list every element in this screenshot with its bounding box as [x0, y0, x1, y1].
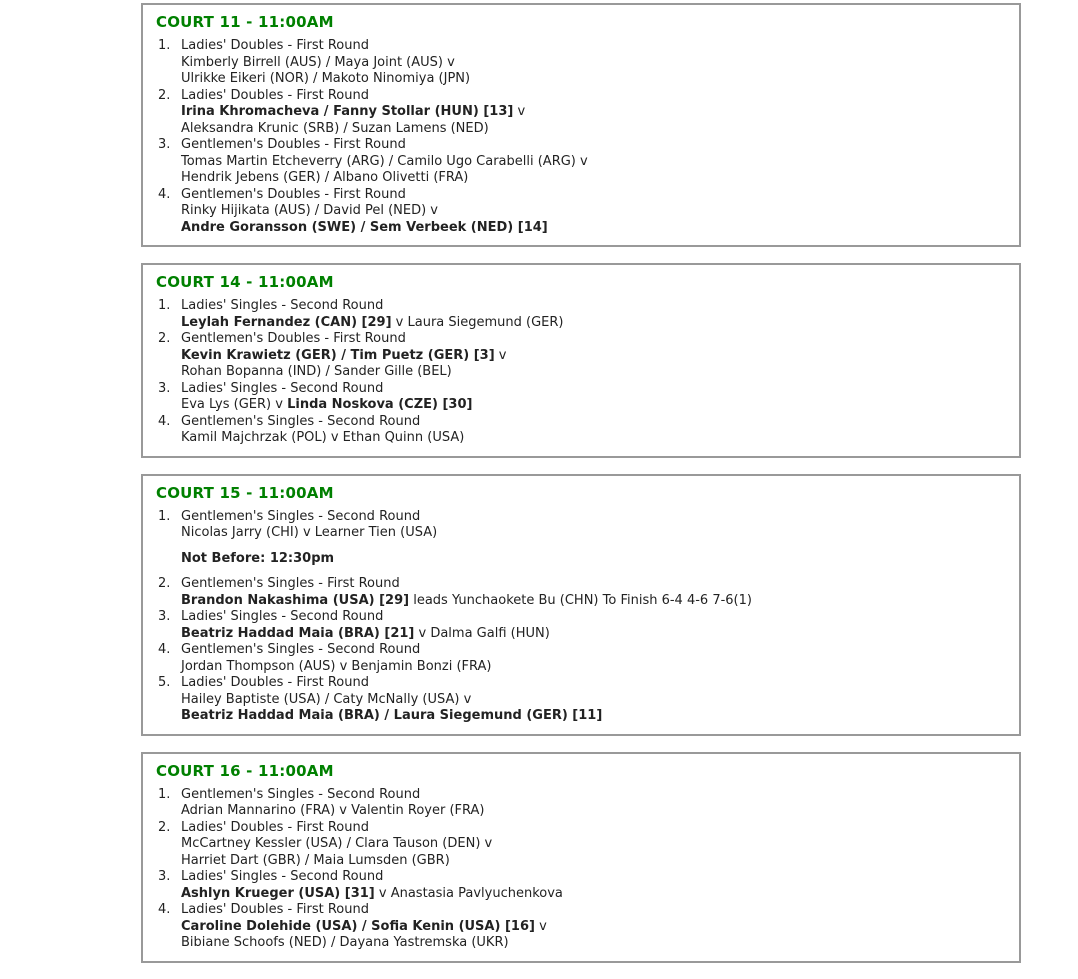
match-item — [155, 820, 1007, 870]
match-players-line — [181, 348, 1007, 365]
player-text: Nicolas Jarry (CHI) v Learner Tien (USA) — [181, 525, 438, 540]
match-round: Ladies' Doubles - First Round — [181, 902, 369, 917]
match-content — [181, 414, 1007, 447]
match-players-line — [181, 203, 1007, 220]
match-round: Gentlemen's Singles - Second Round — [181, 786, 421, 802]
match-list — [155, 38, 1007, 236]
player-text: Hailey Baptiste (USA) / Caty McNally (USA) v — [181, 691, 472, 707]
match-content — [181, 381, 1007, 414]
match-players-line — [181, 886, 1007, 903]
match-players-line — [181, 104, 1007, 121]
player-text: v — [494, 347, 507, 363]
match-content — [181, 137, 1007, 187]
match-players-line — [181, 430, 1007, 447]
seeded-player-text: Beatriz Haddad Maia (BRA) [21] — [181, 625, 415, 641]
court-box — [141, 263, 1021, 458]
match-item — [155, 869, 1007, 902]
match-content — [181, 187, 1007, 237]
seeded-player-text: Linda Noskova (CZE) [30] — [287, 397, 473, 412]
player-text: Rohan Bopanna (IND) / Sander Gille (BEL) — [181, 364, 452, 379]
match-item — [155, 787, 1007, 820]
match-players-line — [181, 315, 1007, 332]
match-players-line — [181, 71, 1007, 88]
match-number: 1. — [158, 786, 171, 802]
court-title: COURT 16 - 11:00AM — [156, 761, 334, 780]
match-players-line — [181, 364, 1007, 381]
match-content — [181, 675, 1007, 725]
match-round: Ladies' Singles - Second Round — [181, 298, 384, 313]
match-round: Ladies' Doubles - First Round — [181, 87, 369, 103]
court-box — [141, 3, 1021, 247]
match-item — [155, 331, 1007, 381]
match-number: 2. — [158, 576, 171, 591]
match-round: Gentlemen's Doubles - First Round — [181, 137, 406, 152]
match-players-line — [181, 626, 1007, 643]
match-number: 3. — [158, 380, 171, 396]
match-number: 1. — [158, 298, 171, 313]
match-number: 2. — [158, 819, 171, 835]
player-text: Tomas Martin Etcheverry (ARG) / Camilo Ugo Carabelli (ARG) v — [181, 153, 588, 169]
match-number: 2. — [158, 87, 171, 103]
seeded-player-text: Leylah Fernandez (CAN) [29] — [181, 314, 392, 330]
match-round: Gentlemen's Singles - Second Round — [181, 508, 421, 524]
match-players-line — [181, 659, 1007, 676]
match-item — [155, 902, 1007, 952]
court-title: COURT 11 - 11:00AM — [156, 13, 334, 31]
court-box — [141, 752, 1021, 963]
match-round: Gentlemen's Doubles - First Round — [181, 186, 406, 202]
player-text: Ulrikke Eikeri (NOR) / Makoto Ninomiya (JPN) — [181, 71, 471, 86]
player-text: Kimberly Birrell (AUS) / Maya Joint (AUS) v — [181, 54, 455, 70]
match-content — [181, 820, 1007, 870]
match-list — [155, 298, 1007, 447]
courts-column — [141, 3, 1021, 979]
match-item — [155, 298, 1007, 331]
player-text: Harriet Dart (GBR) / Maia Lumsden (GBR) — [181, 852, 450, 868]
match-players-line — [181, 397, 1007, 414]
player-text: Jordan Thompson (AUS) v Benjamin Bonzi (FRA) — [181, 658, 492, 674]
match-number: 4. — [158, 902, 171, 917]
match-number: 2. — [158, 331, 171, 346]
seeded-player-text: Ashlyn Krueger (USA) [31] — [181, 885, 375, 901]
player-text: v Anastasia Pavlyuchenkova — [374, 885, 563, 901]
match-number: 4. — [158, 413, 171, 429]
match-content — [181, 509, 1007, 542]
match-players-line — [181, 525, 1007, 542]
match-players-line — [181, 121, 1007, 138]
match-item — [155, 88, 1007, 138]
player-text: leads Yunchaokete Bu (CHN) To Finish 6-4 4-6 7-6(1) — [409, 592, 752, 608]
player-text: v Dalma Galfi (HUN) — [414, 625, 550, 641]
court-box — [141, 474, 1021, 736]
match-round: Gentlemen's Doubles - First Round — [181, 331, 406, 346]
match-round: Gentlemen's Singles - First Round — [181, 576, 400, 591]
match-item — [155, 509, 1007, 542]
match-round: Ladies' Singles - Second Round — [181, 380, 384, 396]
match-number: 3. — [158, 137, 171, 152]
match-round: Gentlemen's Singles - Second Round — [181, 642, 421, 657]
match-list — [155, 509, 1007, 725]
seeded-player-text: Kevin Krawietz (GER) / Tim Puetz (GER) [3] — [181, 347, 495, 363]
match-item — [155, 675, 1007, 725]
match-number: 1. — [158, 38, 171, 53]
player-text: v — [513, 104, 526, 119]
player-text: Adrian Mannarino (FRA) v Valentin Royer (FRA) — [181, 803, 485, 818]
match-round: Gentlemen's Singles - Second Round — [181, 413, 421, 429]
match-item — [155, 38, 1007, 88]
seeded-player-text: Beatriz Haddad Maia (BRA) / Laura Siegemund (GER) [11] — [181, 708, 603, 723]
match-round: Ladies' Doubles - First Round — [181, 675, 369, 690]
player-text: Aleksandra Krunic (SRB) / Suzan Lamens (NED) — [181, 120, 489, 136]
match-players-line — [181, 935, 1007, 952]
match-number: 1. — [158, 508, 171, 524]
seeded-player-text: Brandon Nakashima (USA) [29] — [181, 592, 410, 608]
match-content — [181, 787, 1007, 820]
match-item — [155, 609, 1007, 642]
seeded-player-text: Irina Khromacheva / Fanny Stollar (HUN) [13] — [181, 104, 514, 119]
player-text: Rinky Hijikata (AUS) / David Pel (NED) v — [181, 203, 438, 218]
match-content — [181, 38, 1007, 88]
match-item — [155, 137, 1007, 187]
match-players-line — [181, 170, 1007, 187]
match-players-line — [181, 154, 1007, 171]
player-text: McCartney Kessler (USA) / Clara Tauson (DEN) v — [181, 836, 493, 851]
match-content — [181, 902, 1007, 952]
match-item — [155, 381, 1007, 414]
match-number: 3. — [158, 609, 171, 624]
match-players-line — [181, 55, 1007, 72]
match-number: 5. — [158, 675, 171, 690]
seeded-player-text: Andre Goransson (SWE) / Sem Verbeek (NED) [14] — [181, 219, 548, 235]
match-content — [181, 88, 1007, 138]
match-players-line — [181, 593, 1007, 610]
match-players-line — [181, 919, 1007, 936]
match-content — [181, 642, 1007, 675]
match-players-line — [181, 692, 1007, 709]
match-round: Ladies' Doubles - First Round — [181, 38, 369, 53]
player-text: Kamil Majchrzak (POL) v Ethan Quinn (USA) — [181, 430, 465, 445]
player-text: Eva Lys (GER) v — [181, 397, 288, 412]
match-item — [155, 187, 1007, 237]
seeded-player-text: Caroline Dolehide (USA) / Sofia Kenin (USA) [16] — [181, 918, 535, 934]
not-before-note: Not Before: 12:30pm — [181, 550, 335, 566]
match-players-line — [181, 853, 1007, 870]
match-list — [155, 787, 1007, 952]
match-item — [155, 414, 1007, 447]
player-text: Hendrik Jebens (GER) / Albano Olivetti (FRA) — [181, 170, 469, 185]
match-players-line — [181, 708, 1007, 725]
match-round: Ladies' Singles - Second Round — [181, 609, 384, 624]
player-text: v — [534, 918, 547, 934]
match-round: Ladies' Singles - Second Round — [181, 869, 384, 884]
match-number: 4. — [158, 642, 171, 657]
match-players-line — [181, 803, 1007, 820]
match-players-line — [181, 220, 1007, 237]
player-text: v Laura Siegemund (GER) — [391, 314, 564, 330]
match-content — [181, 298, 1007, 331]
court-title: COURT 14 - 11:00AM — [156, 273, 334, 291]
match-players-line — [181, 836, 1007, 853]
match-number: 3. — [158, 869, 171, 884]
match-content — [181, 869, 1007, 902]
match-content — [181, 576, 1007, 609]
match-content — [181, 331, 1007, 381]
match-round: Ladies' Doubles - First Round — [181, 819, 369, 835]
court-title: COURT 15 - 11:00AM — [156, 483, 334, 502]
match-content — [181, 609, 1007, 642]
match-item — [155, 642, 1007, 675]
match-item — [155, 576, 1007, 609]
match-number: 4. — [158, 186, 171, 202]
player-text: Bibiane Schoofs (NED) / Dayana Yastremska (UKR) — [181, 935, 509, 950]
